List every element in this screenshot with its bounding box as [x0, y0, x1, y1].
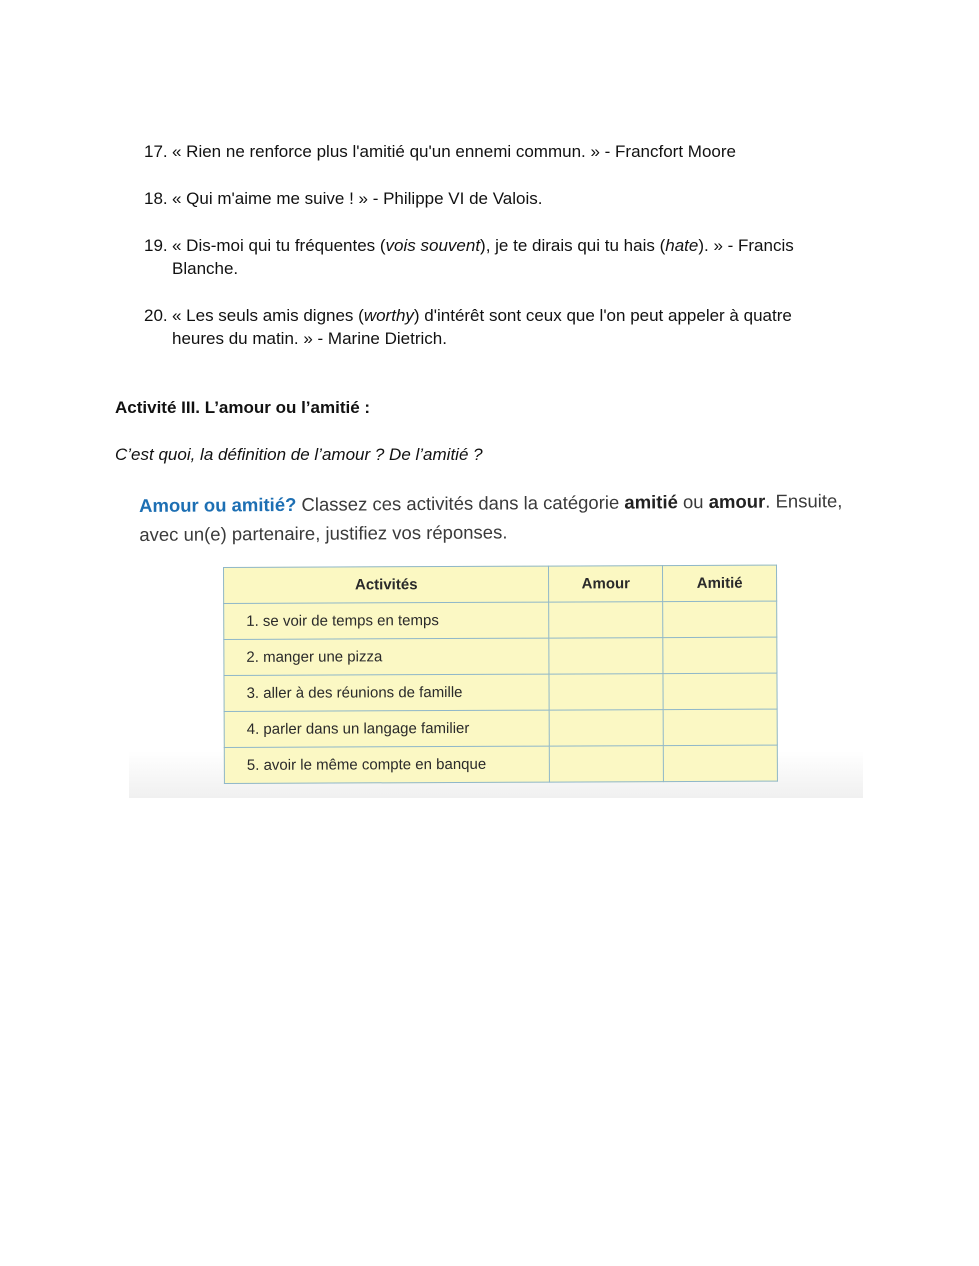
- quote-number: 20.: [144, 306, 168, 325]
- quote-emphasis: hate: [665, 236, 699, 255]
- instruction-text: . Ensuite, avec un(e) partenaire, justifiez vos réponses.: [139, 490, 843, 545]
- section-heading: Activité III. L’amour ou l’amitié :: [115, 398, 371, 417]
- instruction-text: Classez ces activités dans la catégorie: [296, 491, 625, 515]
- amour-cell: [549, 710, 663, 746]
- quote-emphasis: worthy: [363, 306, 414, 325]
- amour-cell: [550, 746, 664, 782]
- quote-number: 19.: [144, 236, 168, 255]
- quote-text: « Qui m'aime me suive ! » - Philippe VI de Valois.: [172, 189, 543, 208]
- quote-text-part: ). » - Francis Blanche.: [172, 236, 794, 278]
- amitie-cell: [663, 637, 777, 673]
- quote-item: [144, 234, 834, 280]
- activity-cell: 3. aller à des réunions de famille: [224, 674, 549, 711]
- header-amitie: Amitié: [663, 565, 777, 601]
- header-activites: Activités: [224, 566, 549, 603]
- table-row: [224, 601, 777, 639]
- amitie-cell: [663, 673, 777, 709]
- table-row: [224, 673, 777, 711]
- table-row: [224, 745, 777, 783]
- quote-list: [144, 140, 834, 374]
- quote-text: « Rien ne renforce plus l'amitié qu'un ennemi commun. » - Francfort Moore: [172, 142, 736, 161]
- quote-text-part: ), je te dirais qui tu hais (: [480, 236, 666, 255]
- activity-cell: 4. parler dans un langage familier: [224, 710, 549, 747]
- quote-item: [144, 140, 834, 163]
- quote-number: 18.: [144, 189, 168, 208]
- amitie-cell: [663, 709, 777, 745]
- quote-item: [144, 187, 834, 210]
- instruction-bold: amour: [708, 490, 766, 513]
- quote-emphasis: vois souvent: [385, 236, 481, 255]
- quote-text: [172, 304, 834, 350]
- quote-text-part: « Dis-moi qui tu fréquentes (: [172, 236, 386, 255]
- quote-number: 17.: [144, 142, 168, 161]
- quote-text-part: « Les seuls amis dignes (: [172, 306, 364, 325]
- quote-text-part: ) d'intérêt sont ceux que l'on peut appeler à quatre heures du matin. » - Marine Dietrich.: [172, 306, 792, 348]
- amour-cell: [549, 638, 663, 674]
- table-row: [224, 709, 777, 747]
- activity-cell: 2. manger une pizza: [224, 638, 549, 675]
- exercise-instructions: [139, 486, 859, 549]
- header-amour: Amour: [549, 566, 663, 602]
- quote-text: [172, 234, 834, 280]
- amitie-cell: [663, 601, 777, 637]
- instruction-text: ou: [677, 491, 709, 513]
- amour-cell: [549, 602, 663, 638]
- table-row: [224, 637, 777, 675]
- activities-table: [223, 565, 778, 784]
- scanned-exercise-image: [129, 485, 863, 798]
- activity-cell: 1. se voir de temps en temps: [224, 602, 549, 639]
- quote-item: [144, 304, 834, 350]
- exercise-title: Amour ou amitié?: [139, 493, 297, 516]
- section-question: C’est quoi, la définition de l’amour ? De l’amitié ?: [115, 445, 483, 464]
- amitie-cell: [663, 745, 777, 781]
- instruction-bold: amitié: [624, 491, 678, 513]
- activity-cell: 5. avoir le même compte en banque: [224, 746, 549, 783]
- amour-cell: [549, 674, 663, 710]
- table-header-row: [224, 565, 777, 603]
